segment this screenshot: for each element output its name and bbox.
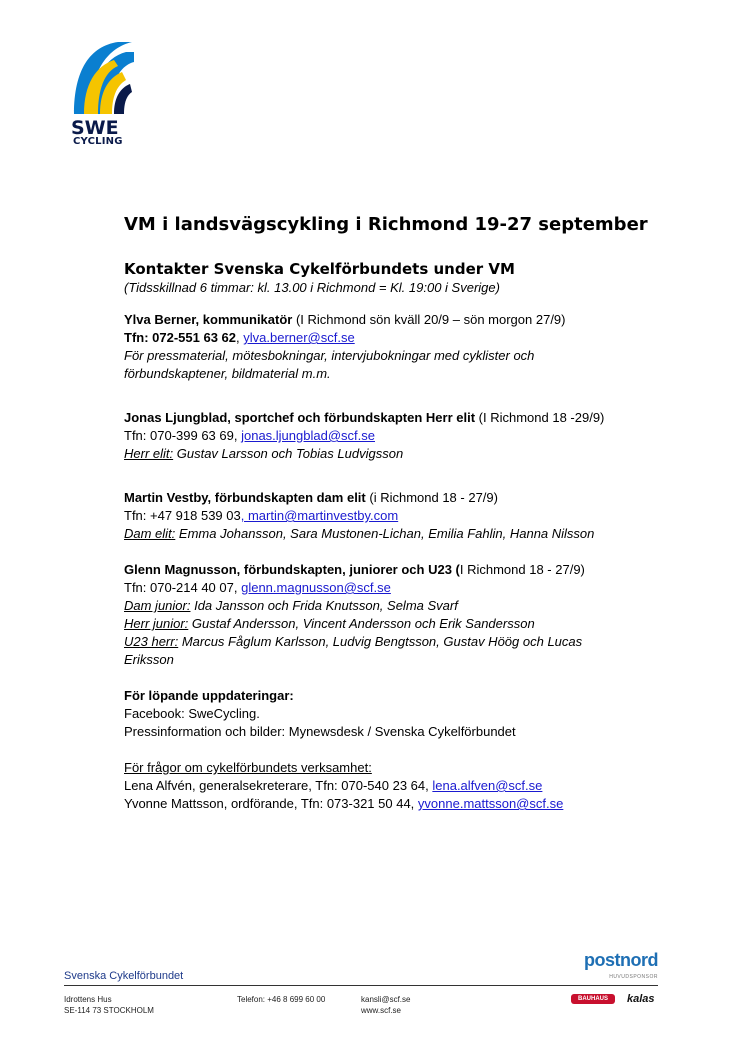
updates-facebook: Facebook: SweCycling. <box>124 706 260 721</box>
contact-description: För pressmaterial, mötesbokningar, intervjubokningar med cyklister och <box>124 348 535 363</box>
footer-website[interactable]: www.scf.se <box>361 1006 402 1015</box>
email-link[interactable]: ylva.berner@scf.se <box>243 330 355 345</box>
contact-martin <box>124 489 684 543</box>
contact-glenn <box>124 561 684 669</box>
postnord-logo: postnord <box>584 950 658 970</box>
contact-period: I Richmond 18 - 27/9) <box>459 562 585 577</box>
contact-description: förbundskaptener, bildmaterial m.m. <box>124 366 331 381</box>
team-label: U23 herr: <box>124 634 179 649</box>
logo-text-swe: SWE <box>71 117 119 139</box>
footer-email[interactable]: kansli@scf.se <box>361 995 411 1004</box>
logo-arcs-icon <box>70 40 140 120</box>
contact-phone: Tfn: 070-214 40 07, <box>124 580 242 595</box>
team-riders: Gustaf Andersson, Vincent Andersson och Erik Sandersson <box>188 616 535 631</box>
contact-name: Glenn Magnusson, förbundskapten, juniorer och U23 ( <box>124 562 460 577</box>
email-link[interactable]: lena.alfven@scf.se <box>432 778 543 793</box>
contact-name: Martin Vestby, förbundskapten dam elit <box>124 490 366 505</box>
footer-address <box>64 994 154 1016</box>
team-label: Herr elit: <box>124 446 174 461</box>
contact-period: (I Richmond 18 -29/9) <box>475 410 605 425</box>
questions-section <box>124 759 684 813</box>
bauhaus-logo: BAUHAUS <box>571 994 615 1004</box>
updates-press: Pressinformation och bilder: Mynewsdesk / Svenska Cykelförbundet <box>124 724 516 739</box>
document-title: VM i landsvägscykling i Richmond 19-27 september <box>124 214 648 235</box>
address-line: SE-114 73 STOCKHOLM <box>64 1006 154 1015</box>
team-riders-continued: Eriksson <box>124 652 174 667</box>
kalas-logo: kalas <box>627 993 655 1005</box>
footer-divider <box>64 985 658 986</box>
email-link[interactable]: glenn.magnusson@scf.se <box>241 580 391 595</box>
contact-phone: Tfn: +47 918 539 03 <box>124 508 241 523</box>
email-link[interactable]: , martin@martinvestby.com <box>240 508 399 523</box>
contact-ylva <box>124 311 684 383</box>
contact-lena: Lena Alfvén, generalsekreterare, Tfn: 070-540 23 64, <box>124 778 433 793</box>
team-label: Dam elit: <box>124 526 176 541</box>
document-body <box>124 213 684 831</box>
logo-text-cycling: CYCLING <box>73 136 123 147</box>
contact-period: (i Richmond 18 - 27/9) <box>365 490 498 505</box>
contact-phone: Tfn: 070-399 63 69, <box>124 428 242 443</box>
team-label: Herr junior: <box>124 616 189 631</box>
email-link[interactable]: jonas.ljungblad@scf.se <box>241 428 375 443</box>
updates-heading: För löpande uppdateringar: <box>124 688 294 703</box>
team-riders: Ida Jansson och Frida Knutsson, Selma Svarf <box>190 598 458 613</box>
contact-yvonne: Yvonne Mattsson, ordförande, Tfn: 073-321 50 44, <box>124 796 418 811</box>
contact-period: (I Richmond sön kväll 20/9 – sön morgon 27/9) <box>292 312 566 327</box>
contact-name: Jonas Ljungblad, sportchef och förbundskapten Herr elit <box>124 410 476 425</box>
contact-jonas <box>124 409 684 463</box>
footer-contact <box>361 994 410 1016</box>
team-riders: Marcus Fåglum Karlsson, Ludvig Bengtsson, Gustav Höög och Lucas <box>178 634 583 649</box>
team-label: Dam junior: <box>124 598 191 613</box>
main-sponsor-label: HUVUDSPONSOR <box>609 974 658 980</box>
footer-organization: Svenska Cykelförbundet <box>64 970 184 982</box>
contact-phone: Tfn: 072-551 63 62 <box>124 330 237 345</box>
contact-name: Ylva Berner, kommunikatör <box>124 312 293 327</box>
address-line: Idrottens Hus <box>64 995 112 1004</box>
team-riders: Gustav Larsson och Tobias Ludvigsson <box>173 446 404 461</box>
team-riders: Emma Johansson, Sara Mustonen-Lichan, Emilia Fahlin, Hanna Nilsson <box>175 526 595 541</box>
footer-phone: Telefon: +46 8 699 60 00 <box>237 995 326 1004</box>
updates-section <box>124 687 684 741</box>
email-link[interactable]: yvonne.mattsson@scf.se <box>417 796 564 811</box>
separator: , <box>236 330 244 345</box>
questions-heading: För frågor om cykelförbundets verksamhet: <box>124 760 372 775</box>
time-note: (Tidsskillnad 6 timmar: kl. 13.00 i Richmond = Kl. 19:00 i Sverige) <box>124 280 500 295</box>
swe-cycling-logo <box>70 40 140 152</box>
contacts-heading: Kontakter Svenska Cykelförbundets under VM <box>124 260 515 278</box>
